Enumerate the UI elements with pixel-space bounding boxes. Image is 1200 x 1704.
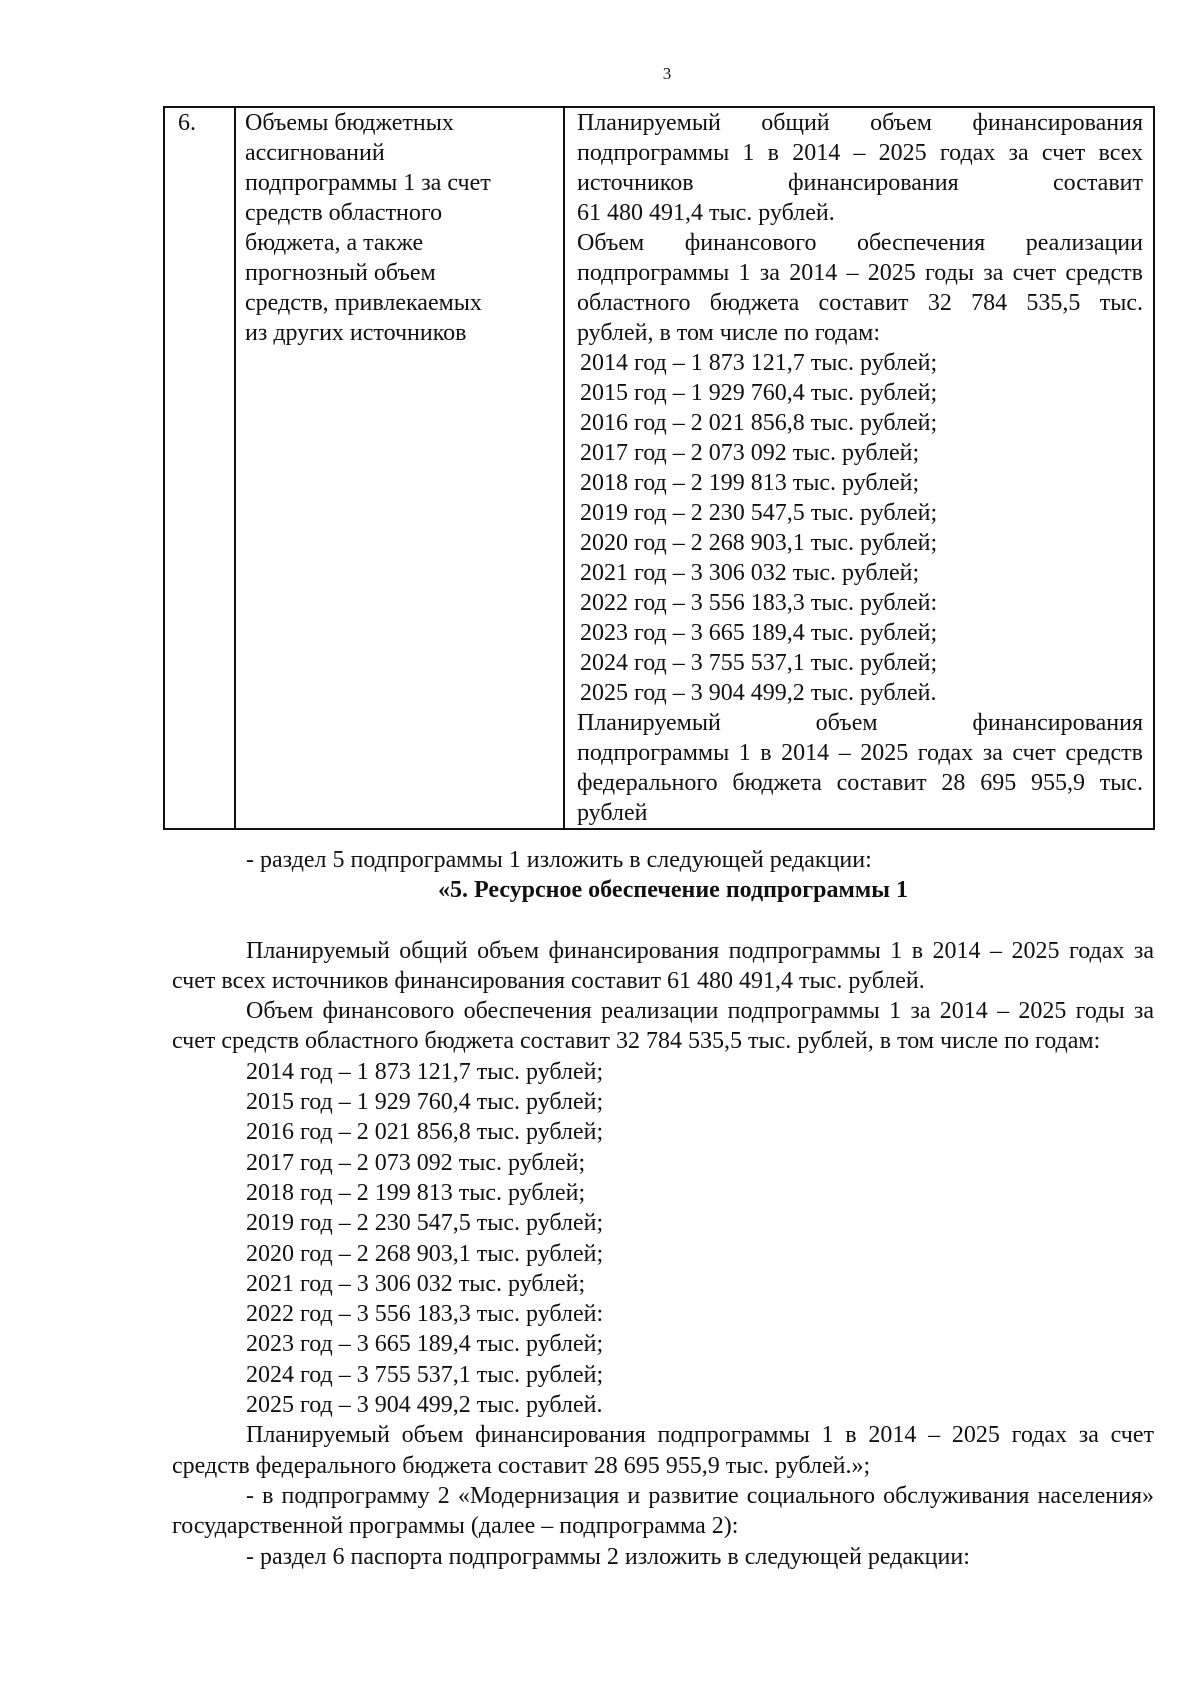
- row-number-cell: [164, 107, 235, 829]
- year-amount-line: 2018 год – 2 199 813 тыс. рублей;: [246, 1179, 586, 1206]
- federal-funding-line: рублей: [577, 800, 648, 826]
- regional-funding-line: рублей, в том числе по годам:: [577, 320, 880, 346]
- regional-funding-line: областного бюджета составит 32 784 535,5 тыс.: [577, 290, 1143, 316]
- row-name-line: Объемы бюджетных: [245, 110, 454, 136]
- year-amount-line: 2017 год – 2 073 092 тыс. рублей;: [580, 440, 920, 466]
- year-amount-line: 2020 год – 2 268 903,1 тыс. рублей;: [580, 530, 938, 556]
- row-name-line: ассигнований: [245, 140, 385, 166]
- year-amount-line: 2015 год – 1 929 760,4 тыс. рублей;: [580, 380, 938, 406]
- year-amount-line: 2025 год – 3 904 499,2 тыс. рублей.: [580, 680, 937, 706]
- total-funding-line: источников финансирования составит: [577, 170, 1143, 196]
- section-heading: «5. Ресурсное обеспечение подпрограммы 1: [438, 877, 908, 904]
- regional-funding-line: Объем финансового обеспечения реализации: [577, 230, 1143, 256]
- year-amount-line: 2022 год – 3 556 183,3 тыс. рублей:: [246, 1301, 604, 1328]
- page-number: 3: [662, 64, 672, 83]
- row-name-cell: [235, 107, 564, 829]
- row-name-line: из других источников: [245, 320, 467, 346]
- paragraph-gap: [172, 906, 1154, 936]
- row-name-line: бюджета, а также: [245, 230, 424, 256]
- federal-funding-line: подпрограммы 1 в 2014 – 2025 годах за счет средств: [577, 740, 1143, 766]
- row-name-line: средств, привлекаемых: [245, 290, 482, 316]
- year-amount-line: 2019 год – 2 230 547,5 тыс. рублей;: [580, 500, 938, 526]
- regional-funding-line: подпрограммы 1 за 2014 – 2025 годы за счет средств: [577, 260, 1143, 286]
- federal-funding-line: Планируемый объем финансирования: [577, 710, 1143, 736]
- passport-table: [163, 106, 1155, 830]
- paragraph-subprogram-2: - в подпрограмму 2 «Модернизация и развитие социального обслуживания населения» государственной программы (далее – подпрограмма 2):: [172, 1482, 1154, 1540]
- year-amount-line: 2024 год – 3 755 537,1 тыс. рублей;: [580, 650, 938, 676]
- paragraph-regional-funding: Объем финансового обеспечения реализации подпрограммы 1 за 2014 – 2025 годы за счет средств областного бюджета составит 32 784 535,5 тыс. рублей, в том числе по годам:: [172, 998, 1154, 1055]
- year-amount-line: 2024 год – 3 755 537,1 тыс. рублей;: [246, 1361, 604, 1388]
- row-name-line: средств областного: [245, 200, 443, 226]
- row-name-line: прогнозный объем: [245, 260, 436, 286]
- paragraph-section-6-instruction: - раздел 6 паспорта подпрограммы 2 изложить в следующей редакции:: [246, 1543, 970, 1570]
- paragraph-total-funding: Планируемый общий объем финансирования подпрограммы 1 в 2014 – 2025 годах за счет всех источников финансирования составит 61 480 491,4 тыс. рублей.: [172, 937, 1154, 994]
- year-amount-line: 2020 год – 2 268 903,1 тыс. рублей;: [246, 1240, 604, 1267]
- year-amount-line: 2025 год – 3 904 499,2 тыс. рублей.: [246, 1392, 603, 1419]
- row-name-line: подпрограммы 1 за счет: [245, 170, 491, 196]
- row-content-cell: [564, 107, 1154, 829]
- year-amount-line: 2023 год – 3 665 189,4 тыс. рублей;: [580, 620, 938, 646]
- row-number: 6.: [178, 110, 196, 136]
- total-funding-line: Планируемый общий объем финансирования: [577, 110, 1143, 136]
- amendment-instruction: - раздел 5 подпрограммы 1 изложить в следующей редакции:: [246, 847, 872, 873]
- federal-funding-line: федерального бюджета составит 28 695 955,9 тыс.: [577, 770, 1143, 796]
- total-funding-line: подпрограммы 1 в 2014 – 2025 годах за счет всех: [577, 140, 1143, 166]
- year-amount-line: 2023 год – 3 665 189,4 тыс. рублей;: [246, 1331, 604, 1358]
- year-amount-line: 2014 год – 1 873 121,7 тыс. рублей;: [246, 1058, 604, 1085]
- year-amount-line: 2019 год – 2 230 547,5 тыс. рублей;: [246, 1210, 604, 1237]
- total-funding-line: 61 480 491,4 тыс. рублей.: [577, 200, 835, 226]
- year-amount-line: 2018 год – 2 199 813 тыс. рублей;: [580, 470, 920, 496]
- year-amount-line: 2021 год – 3 306 032 тыс. рублей;: [246, 1270, 586, 1297]
- year-amount-line: 2016 год – 2 021 856,8 тыс. рублей;: [580, 410, 938, 436]
- year-amount-line: 2015 год – 1 929 760,4 тыс. рублей;: [246, 1089, 604, 1116]
- paragraph-federal-funding: Планируемый объем финансирования подпрограммы 1 в 2014 – 2025 годах за счет средств федерального бюджета составит 28 695 955,9 тыс. рублей.»;: [172, 1422, 1154, 1479]
- year-amount-line: 2021 год – 3 306 032 тыс. рублей;: [580, 560, 920, 586]
- year-amount-line: 2022 год – 3 556 183,3 тыс. рублей:: [580, 590, 938, 616]
- year-amount-line: 2014 год – 1 873 121,7 тыс. рублей;: [580, 350, 938, 376]
- table-row: [164, 107, 1154, 829]
- year-amount-line: 2017 год – 2 073 092 тыс. рублей;: [246, 1149, 586, 1176]
- document-body: [172, 845, 1154, 1572]
- year-amount-line: 2016 год – 2 021 856,8 тыс. рублей;: [246, 1119, 604, 1146]
